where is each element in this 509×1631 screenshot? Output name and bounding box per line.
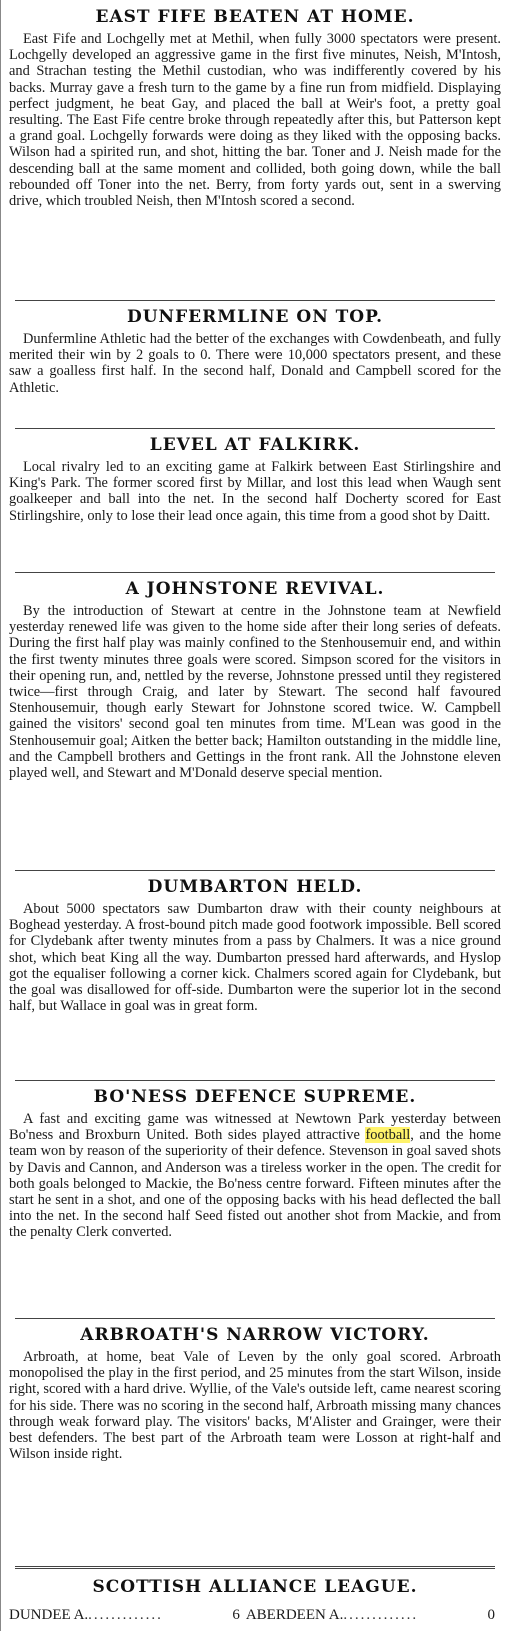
article-body: East Fife and Lochgelly met at Methil, when fully 3000 spectators were present. Lochgelly developed an aggressive game in the first five minutes, Neish, M'Intosh, and Strachan testing the Methil custodian, who was indifferently covered by his backs. Murray gave a fresh turn to the game by a fine run from midfield. Displaying perfect judgment, he beat Gay, and placed the ball at Weir's foot, a pretty goal resulting. The East Fife centre broke through repeatedly after this, but Patterson kept a grand goal. Lochgelly forwards were doing as they liked with the opposing backs. Wilson had a spirited run, and shot, hitting the bar. Toner and J. Neish made for the descending ball at the same moment and collided, both going down, while the ball rebounded off Toner into the net. Berry, from forty yards out, sent in a swerving drive, which troubled Neish, then M'Intosh scored a second. [9, 31, 501, 210]
home-score: 6 [232, 1607, 240, 1623]
highlighted-word: football [365, 1127, 411, 1144]
away-team: ABERDEEN A. [245, 1607, 344, 1623]
headline: LEVEL AT FALKIRK. [149, 435, 361, 455]
article-body: Arbroath, at home, beat Vale of Leven by the only goal scored. Arbroath monopolised the play in the first period, and 25 minutes from the start Wilson, inside right, scored with a hard drive. Wyllie, of the Vale's outside left, came nearest scoring for his side. There was no scoring in the second half, Arbroath missing many chances through weak forward play. The visitors' backs, M'Alister and Grainger, were their best defenders. The best part of the Arbroath team were Losson at right-half and Wilson inside right. [9, 1349, 501, 1463]
article-body: By the introduction of Stewart at centre in the Johnstone team at Newfield yesterday renewed life was given to the home side after their long series of defeats. During the first half play was mainly confined to the Stenhousemuir end, and within the first twenty minutes three goals were scored. Simpson scored for the visitors in their opening run, and, nettled by the reverse, Johnstone pressed until they registered twice—first through Craig, and later by Stewart. The second half favoured Stenhousemuir, though early Stewart for Johnstone scored twice. W. Campbell gained the visitors' second goal ten minutes from time. M'Lean was good in the Stenhousemuir goal; Aitken the better back; Hamilton outstanding in the middle line, and the Campbell brothers and Gettings in the front rank. All the Johnstone eleven played well, and Stewart and M'Donald deserve special mention. [9, 603, 501, 782]
league-section [9, 1576, 501, 1598]
divider [15, 870, 495, 871]
article-body: Dunfermline Athletic had the better of the exchanges with Cowdenbeath, and fully merited their win by 2 goals to 0. There were 10,000 spectators present, and these saw a goalless first half. In the second half, Donald and Campbell scored for the Athletic. [9, 331, 501, 396]
leader-dots: ............. [88, 1607, 163, 1623]
article-body: About 5000 spectators saw Dumbarton draw with their county neighbours at Boghead yesterday. A frost-bound pitch made good footwork impossible. Bell scored for Clydebank after twenty minutes from a pass by Chalmers. It was a nice ground shot, which beat King all the way. Dumbarton pressed hard afterwards, and Hyslop got the equaliser following a corner kick. Chalmers scored again for Clydebank, but the goal was disallowed for off-side. Dumbarton were the superior lot in the second half, but Wallace in goal was in great form. [9, 901, 501, 1015]
article-dunfermline [9, 306, 501, 396]
article-arbroath [9, 1324, 501, 1462]
article-dumbarton [9, 876, 501, 1014]
article-east-fife [9, 6, 501, 209]
headline: ARBROATH'S NARROW VICTORY. [80, 1325, 430, 1345]
headline: DUMBARTON HELD. [147, 877, 363, 897]
leader-dots: ............. [343, 1607, 419, 1623]
headline: SCOTTISH ALLIANCE LEAGUE. [92, 1577, 418, 1597]
body-text: A fast and exciting game was witnessed at Newtown Park yesterday between Bo'ness and Broxburn United. Both sides played attractive [9, 1111, 501, 1144]
article-boness [9, 1086, 501, 1241]
headline: BO'NESS DEFENCE SUPREME. [93, 1087, 417, 1107]
league-result-row [9, 1606, 501, 1624]
divider [15, 1318, 495, 1319]
away-score: 0 [487, 1607, 496, 1623]
article-body [9, 1111, 501, 1241]
divider [15, 428, 495, 429]
headline: EAST FIFE BEATEN AT HOME. [95, 7, 415, 27]
headline: DUNFERMLINE ON TOP. [126, 307, 383, 327]
divider [15, 1566, 495, 1569]
headline: A JOHNSTONE REVIVAL. [125, 579, 385, 599]
divider [15, 300, 495, 301]
article-johnstone [9, 578, 501, 781]
home-team: DUNDEE A. [9, 1607, 89, 1623]
divider [15, 1080, 495, 1081]
article-body: Local rivalry led to an exciting game at Falkirk between East Stirlingshire and King's Park. The former scored first by Millar, and lost this lead when Waugh sent goalkeeper and ball into the net. In the second half Docherty scored for East Stirlingshire, only to lose their lead once again, this time from a good shot by Daitt. [9, 459, 501, 524]
divider [15, 572, 495, 573]
article-falkirk [9, 434, 501, 524]
body-text: , and the home team won by reason of the superiority of their defence. Stevenson in goal saved shots by Davis and Cannon, and Anderson was a tireless worker in the open. The credit for both goals belonged to Mackie, the Bo'ness centre forward. Fifteen minutes after the start he sent in a shot, and one of the opposing backs with his head deflected the ball into the net. In the second half Seed fisted out another shot from Mackie, and from the penalty Clerk converted. [9, 1127, 501, 1241]
